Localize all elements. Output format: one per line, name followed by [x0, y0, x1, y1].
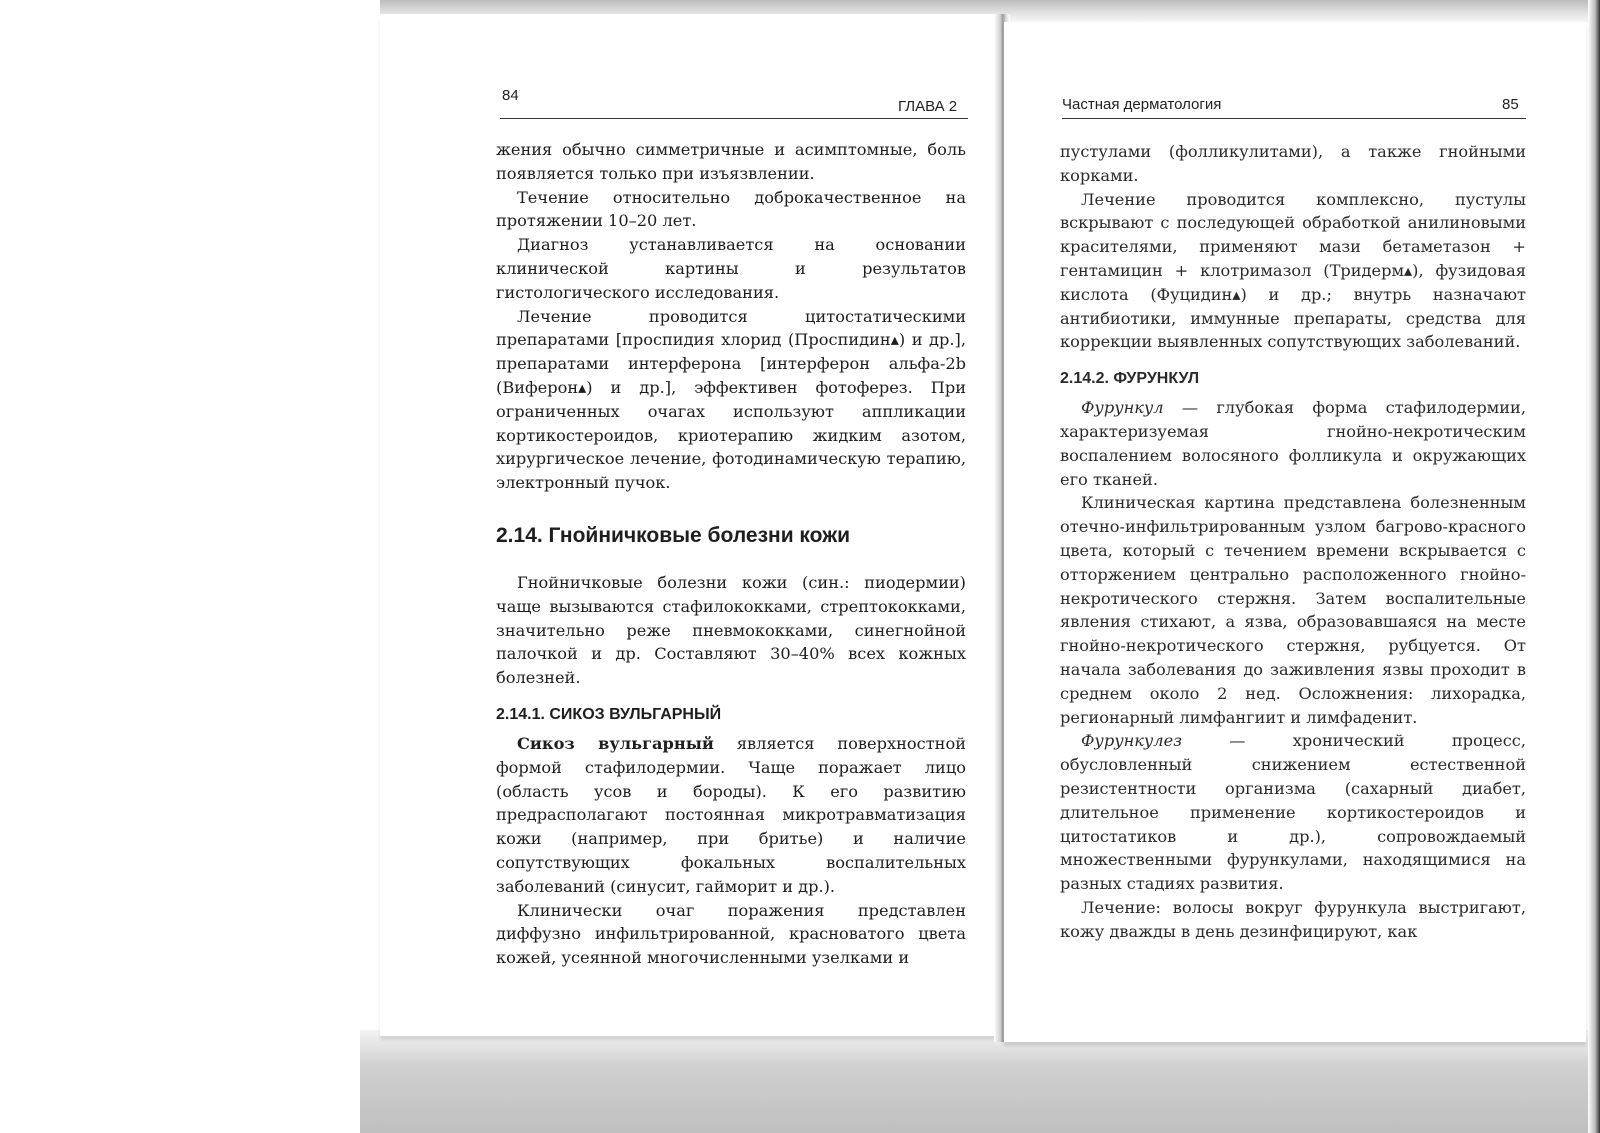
paragraph-furuncle — [1060, 396, 1526, 491]
scan-bottom-shadow — [360, 1030, 1600, 1133]
right-header-rule — [1062, 118, 1526, 119]
subsection-heading: 2.14.2. ФУРУНКУЛ — [1060, 370, 1200, 388]
paragraph-sycosis — [496, 732, 966, 899]
left-running-head: ГЛАВА 2 — [898, 98, 958, 115]
right-page-number: 85 — [1502, 96, 1519, 113]
term-furuncle: Фурункул — [1081, 398, 1164, 418]
furuncle-definition: — глубокая форма стафилодермии, характеризуемая гнойно-некротическим воспалением волосяного фолликула и окружающих его тканей. — [1060, 398, 1526, 489]
right-running-head: Частная дерматология — [1062, 96, 1222, 113]
right-page-body — [1060, 140, 1526, 944]
paragraph: Лечение проводится цитостатическими препаратами [проспидия хлорид (Проспидин▴) и др.], препаратами интерферона [интерферон альфа-2b (Виферон▴) и др.], эффективен фотоферез. При ограниченных очагах используют аппликации кортикостероидов, криотерапию жидким азотом, хирургическое лечение, фотодинамическую терапию, электронный пучок. — [496, 306, 966, 493]
left-header-rule — [500, 118, 968, 119]
term-sycosis: Сикоз вульгарный — [517, 733, 714, 753]
paragraph: Диагноз устанавливается на основании клинической картины и результатов гистологического исследования. — [496, 235, 966, 302]
paragraph: пустулами (фолликулитами), а также гнойными корками. — [1060, 142, 1526, 185]
left-page-body — [496, 138, 966, 970]
sycosis-definition: является поверхностной формой стафилодермии. Чаще поражает лицо (область усов и бороды). К его развитию предрасполагают постоянная микротравматизация кожи (например, при бритье) и наличие сопутствующих фокальных воспалительных заболеваний (синусит, гайморит и др.). — [496, 733, 966, 896]
paragraph: Гнойничковые болезни кожи (син.: пиодермии) чаще вызываются стафилококками, стрептококками, значительно реже пневмококками, синегнойной палочкой и др. Составляют 30–40% всех кожных болезней. — [496, 572, 966, 688]
paragraph: Течение относительно доброкачественное на протяжении 10–20 лет. — [496, 187, 966, 231]
paragraph: Лечение проводится комплексно, пустулы вскрывают с последующей обработкой анилиновыми красителями, применяют мази бетаметазон + гентамицин + клотримазол (Тридерм▴), фузидовая кислота (Фуцидин▴) и др.; внутрь назначают антибиотики, иммунные препараты, средства для коррекции выявленных сопутствующих заболеваний. — [1060, 189, 1526, 352]
section-heading: 2.14. Гнойничковые болезни кожи — [496, 523, 851, 547]
paragraph: Клиническая картина представлена болезненным отечно-инфильтрированным узлом багрово-красного цвета, который с течением времени вскрывается с отторжением центрально расположенного гнойно-некротического стержня. Затем воспалительные явления стихают, а язва, образовавшаяся на месте гнойно-некротического стержня, рубцуется. От начала заболевания до заживления язвы проходит в среднем около 2 нед. Осложнения: лихорадка, регионарный лимфангиит и лимфаденит. — [1060, 493, 1526, 727]
paragraph: Клинически очаг поражения представлен диффузно инфильтрированной, красноватого цвета кожей, усеянной многочисленными узелками и — [496, 900, 966, 968]
furunculosis-definition: — хронический процесс, обусловленный снижением естественной резистентности организма (сахарный диабет, длительное применение кортикостероидов и цитостатиков и др.), сопровождаемый множественными фурункулами, находящимися на разных стадиях развития. — [1060, 731, 1526, 894]
paragraph: Лечение: волосы вокруг фурункула выстригают, кожу дважды в день дезинфицируют, как — [1060, 897, 1526, 941]
subsection-heading: 2.14.1. СИКОЗ ВУЛЬГАРНЫЙ — [496, 705, 722, 723]
scan-right-edge — [1588, 0, 1600, 1133]
term-furunculosis: Фурункулез — [1081, 731, 1183, 751]
left-page-number: 84 — [502, 87, 519, 104]
paragraph-furunculosis — [1060, 729, 1526, 896]
paragraph: жения обычно симметричные и асимптомные, боль появляется только при изъязвлении. — [496, 140, 966, 183]
